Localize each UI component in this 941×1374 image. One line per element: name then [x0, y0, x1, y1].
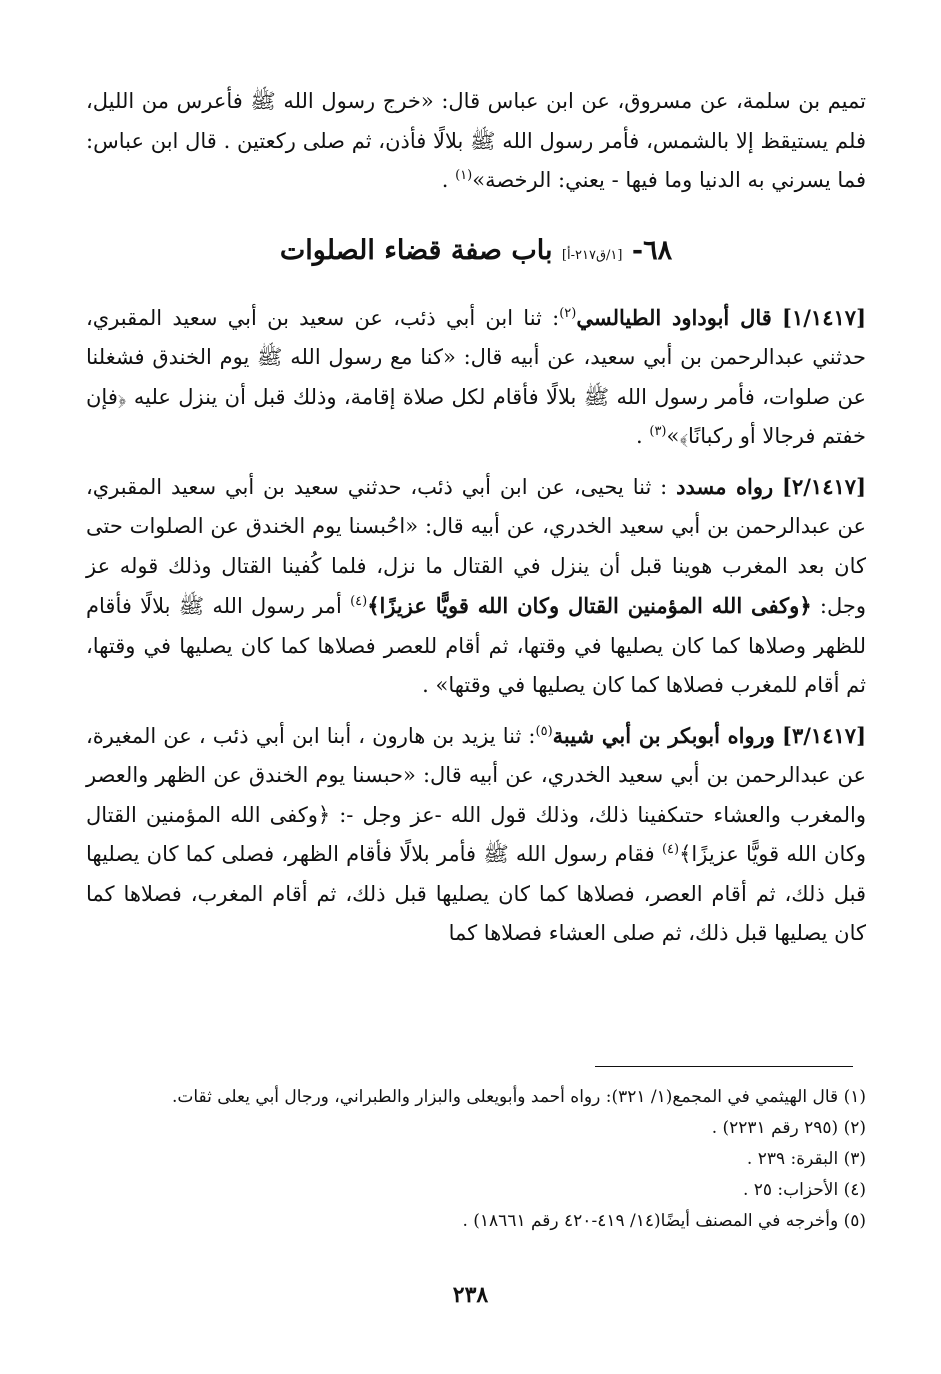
entry-text-end: فقام رسول الله ﷺ فأمر بلالًا فأقام الظهر، فصلى كما كان يصليها قبل ذلك، ثم أقام العصر، فصلاها كما كان يصليها قبل ذلك، ثم أقام المغرب، فصلاها كما كان يصليها قبل ذلك، ثم صلى العشاء فصلاها كما: [86, 842, 866, 945]
chapter-heading: [86, 231, 866, 276]
footnote-ref[interactable]: (٥): [535, 723, 553, 739]
chapter-title: باب صفة قضاء الصلوات: [279, 234, 553, 266]
entry-text-end: .: [636, 424, 650, 448]
manuscript-ref: [١/ق٢١٧-أ]: [561, 247, 623, 263]
entry-text: : ثنا يزيد بن هارون ، أبنا ابن أبي ذئب ، عن المغيرة، عن عبدالرحمن بن أبي سعيد الخدري، عن أبيه قال: «حبسنا يوم الخندق عن الظهر والعصر والمغرب والعشاء حتىكفينا ذلك، وذلك قول الله -عز وجل -: ﴿وكفى الله المؤمنين القتال وكان الله قويًّا عزيزًا﴾: [86, 723, 867, 866]
intro-end: .: [441, 168, 456, 192]
entry-lead: قال أبوداود الطيالسي: [576, 304, 772, 330]
entry-text: : ثنا يحيى، عن ابن أبي ذئب، حدثني سعيد بن أبي سعيد المقبري، عن عبدالرحمن بن أبي سعيد الخدري، عن أبيه قال: «احُبسنا يوم الخندق عن الصلوات حتى كان بعد المغرب هوينا قبل أن ينزل في القتال ما نزل، فلما كُفينا القتال وذلك قوله عز وجل:: [86, 474, 866, 618]
hadith-entry: [86, 467, 866, 706]
entry-text: : ثنا ابن أبي ذئب، عن سعيد بن أبي سعيد المقبري، حدثني عبدالرحمن بن أبي سعيد، عن أبيه قال: «كنا مع رسول الله ﷺ يوم الخندق فشغلنا عن صلوات، فأمر رسول الله ﷺ بلالًا فأقام لكل صلاة إقامة، وذلك قبل أن ينزل عليه ﴿فإن خفتم فرجالا أو ركبانًا﴾»: [86, 305, 866, 448]
entry-text-end: أمر رسول الله ﷺ بلالًا فأقام للظهر وصلاها كما كان يصليها في وقتها، ثم أقام للعصر فصلاها كما كان يصليها في وقتها، ثم أقام للمغرب فصلاها كما كان يصليها في وقتها» .: [86, 594, 866, 697]
footnote-ref[interactable]: (٣): [649, 424, 667, 439]
entry-id: [٣/١٤١٧]: [782, 722, 866, 748]
entry-id: [١/١٤١٧]: [782, 304, 866, 330]
intro-paragraph: [86, 82, 866, 201]
hadith-entry: [86, 298, 866, 457]
footnote-2: (٢) (٢٩٥ رقم ٢٢٣١) .: [711, 1118, 866, 1138]
quran-verse: ﴿وكفى الله المؤمنين القتال وكان الله قويًّا عزيزًا﴾: [367, 593, 812, 618]
entry-lead: رواه مسدد: [676, 473, 774, 499]
footnote-ref[interactable]: (٤): [661, 842, 680, 857]
footnote-ref[interactable]: (٤): [350, 594, 368, 609]
footnote-ref[interactable]: (٢): [559, 305, 577, 321]
entry-lead: ورواه أبوبكر بن أبي شيبة: [552, 722, 775, 748]
footnotes: [86, 1082, 866, 1237]
page-number: ٢٣٨: [452, 1282, 489, 1308]
page-body: [86, 82, 866, 954]
hadith-entry: [86, 716, 866, 954]
chapter-number: ٦٨-: [631, 234, 673, 266]
entry-id: [٢/١٤١٧]: [782, 473, 866, 499]
footnote-ref[interactable]: (١): [455, 168, 473, 183]
footnote-4: (٤) الأحزاب: ٢٥ .: [742, 1180, 866, 1200]
footnote-5: (٥) وأخرجه في المصنف أيضًا(١٤/ ٤١٩-٤٢٠ رقم ١٨٦٦١) .: [462, 1211, 866, 1231]
footnote-3: (٣) البقرة: ٢٣٩ .: [746, 1149, 866, 1169]
intro-text: تميم بن سلمة، عن مسروق، عن ابن عباس قال: «خرج رسول الله ﷺ فأعرس من الليل، فلم يستيقظ إلا بالشمس، فأمر رسول الله ﷺ بلالًا فأذن، ثم صلى ركعتين . قال ابن عباس: فما يسرني به الدنيا وما فيها - يعني: الرخصة»: [86, 89, 866, 192]
footnote-1: (١) قال الهيثمي في المجمع(١/ ٣٢١): رواه أحمد وأبويعلى والبزار والطبراني، ورجال أبي يعلى ثقات.: [171, 1087, 866, 1107]
footnote-separator: [595, 1066, 853, 1067]
